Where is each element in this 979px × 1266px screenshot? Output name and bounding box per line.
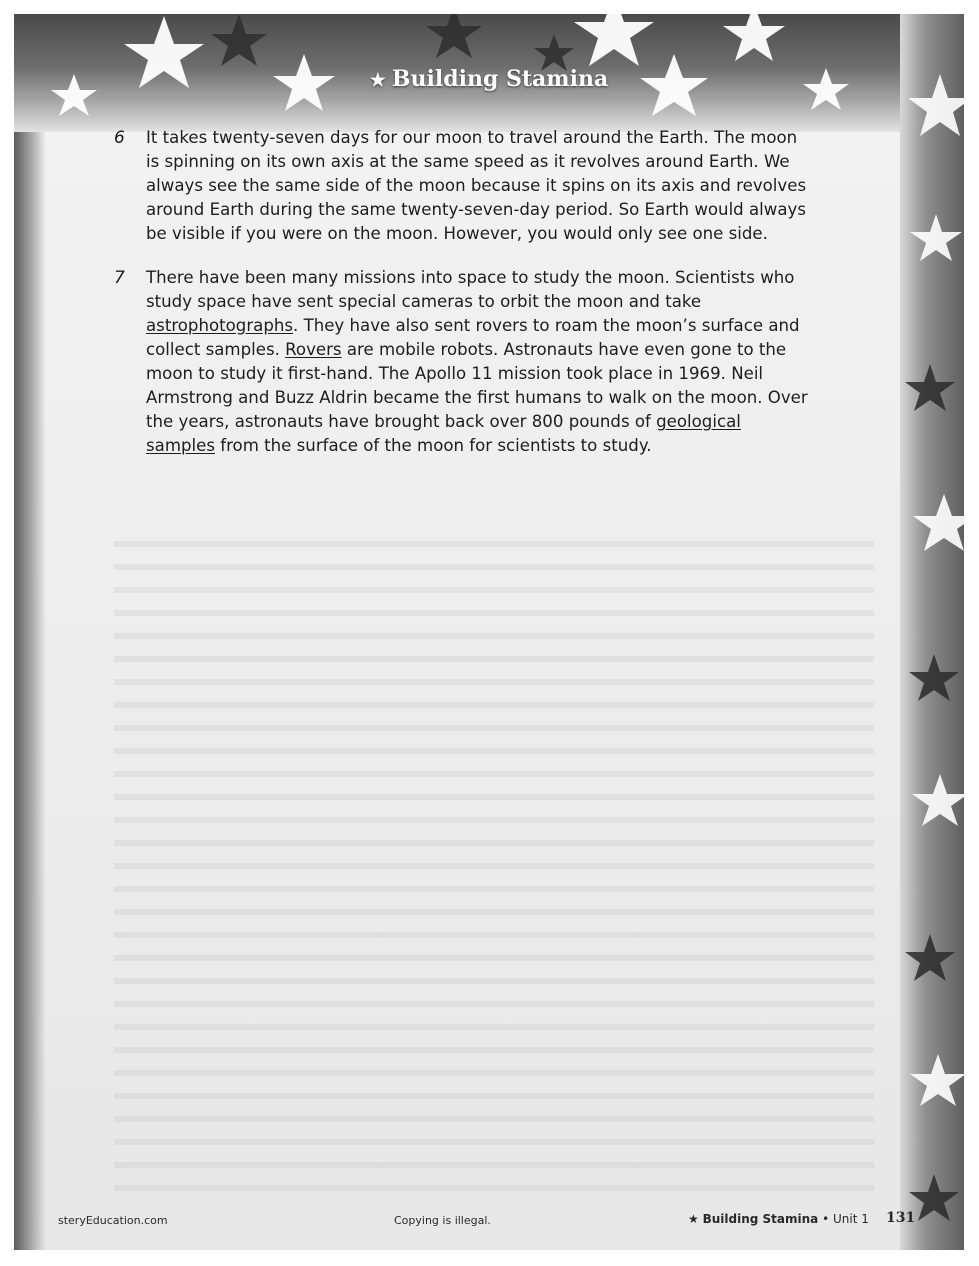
text-segment: It takes twenty-seven days for our moon to travel around the Earth. The moon is spinning on its own axis at the same speed as it revolves around Earth. We always see the same side of the moon because it spins on its axis and revolves around Earth during the same twenty-seven-day period. So Earth would always be visible if you were on the moon. However, you would only see one side. [146, 128, 807, 243]
star-decoration-icon [912, 774, 964, 826]
passage [114, 126, 814, 478]
workbook-page [14, 14, 964, 1250]
star-decoration-icon [574, 14, 654, 66]
vocabulary-word: astrophotographs [146, 316, 294, 335]
footer-website: steryEducation.com [58, 1214, 168, 1227]
text-segment: There have been many missions into space to study the moon. Scientists who study space have sent special cameras to orbit the moon and take [146, 268, 795, 311]
star-decoration-icon [905, 364, 955, 411]
text-segment: are mobile robots. Astronauts have even gone to the moon to study it first-hand. The Apollo 11 mission took place in 1969. Neil Armstrong and Buzz Aldrin became the first humans to walk on the moon. Over the years, astronauts have brought back over 800 pounds of [146, 340, 808, 431]
right-star-strip [900, 14, 964, 1250]
star-decoration-icon [910, 1054, 964, 1106]
binding-shadow [14, 14, 46, 1250]
star-decoration-icon [913, 494, 964, 551]
page-number: 131 [886, 1210, 916, 1226]
footer-separator: • [822, 1212, 830, 1226]
paragraph-text [146, 126, 814, 246]
footer-section-name: Building Stamina [702, 1212, 819, 1226]
text-segment: from the surface of the moon for scientists to study. [214, 436, 652, 455]
star-decoration-icon [426, 14, 482, 58]
paragraph-7 [114, 266, 814, 458]
vocabulary-word: geological samples [146, 412, 741, 455]
header-title [14, 66, 964, 92]
star-decoration-icon [905, 934, 955, 981]
page-footer [14, 1212, 964, 1234]
text-segment: . They have also sent rovers to roam the moon’s surface and collect samples. [146, 316, 800, 359]
bleed-through-reverse-page [114, 524, 874, 1204]
star-decoration-icon [723, 14, 785, 61]
paragraph-number: 7 [114, 268, 125, 288]
header-title-text: Building Stamina [391, 66, 609, 92]
paragraph-number: 6 [114, 128, 125, 148]
footer-star-icon: ★ [688, 1212, 699, 1226]
star-icon: ★ [369, 70, 386, 91]
star-decoration-icon [909, 654, 959, 701]
paragraph-6 [114, 126, 814, 246]
vocabulary-word: Rovers [285, 340, 342, 359]
star-decoration-icon [211, 14, 267, 66]
footer-unit: Unit 1 [833, 1212, 869, 1226]
right-strip-stars [900, 14, 964, 1250]
footer-copyright: Copying is illegal. [394, 1214, 491, 1227]
paragraph-text [146, 266, 814, 458]
header-band [14, 14, 964, 132]
footer-section [688, 1212, 869, 1226]
star-decoration-icon [910, 214, 962, 261]
star-decoration-icon [908, 74, 964, 136]
